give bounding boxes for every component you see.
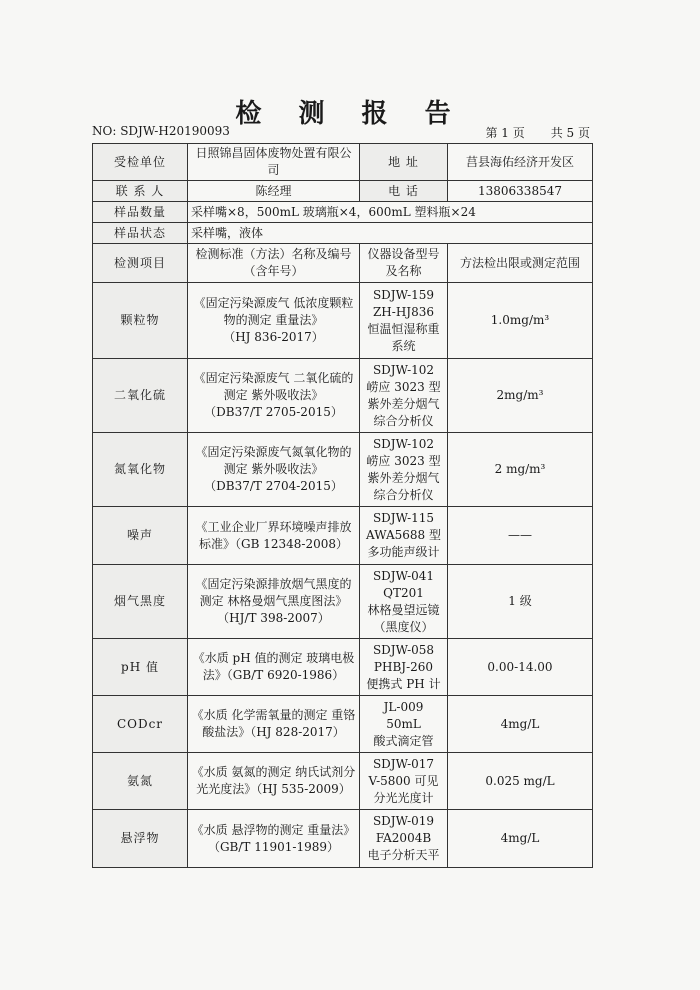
info-row-state — [93, 223, 593, 244]
cell-instrument: JL-009 50mL 酸式滴定管 — [360, 696, 448, 753]
cell-limit: 4mg/L — [448, 810, 593, 868]
cell-standard: 《水质 化学需氧量的测定 重铬酸盐法》（HJ 828-2017） — [188, 696, 360, 753]
table-row — [93, 810, 593, 868]
cell-standard: 《水质 氨氮的测定 纳氏试剂分光光度法》（HJ 535-2009） — [188, 753, 360, 810]
cell-standard: 《固定污染源废气 低浓度颗粒物的测定 重量法》 （HJ 836-2017） — [188, 283, 360, 359]
cell-limit: 4mg/L — [448, 696, 593, 753]
cell-instrument: SDJW-102 崂应 3023 型 紫外差分烟气综合分析仪 — [360, 359, 448, 433]
cell-item: 颗粒物 — [93, 283, 188, 359]
page-number: 第 1 页 — [485, 126, 525, 140]
cell-instrument: SDJW-041 QT201 林格曼望远镜（黑度仪） — [360, 565, 448, 639]
cell-standard: 《固定污染源废气氮氧化物的测定 紫外吸收法》 （DB37/T 2704-2015） — [188, 433, 360, 507]
cell-instrument: SDJW-058 PHBJ-260 便携式 PH 计 — [360, 639, 448, 696]
report-title: 检 测 报 告 — [235, 99, 465, 129]
cell-item: 噪声 — [93, 507, 188, 565]
table-row — [93, 696, 593, 753]
cell-item: 氨氮 — [93, 753, 188, 810]
cell-item: 悬浮物 — [93, 810, 188, 868]
quantity-value: 采样嘴×8，500mL 玻璃瓶×4，600mL 塑料瓶×24 — [188, 202, 593, 223]
cell-item: 氮氧化物 — [93, 433, 188, 507]
cell-standard: 《固定污染源废气 二氧化硫的测定 紫外吸收法》 （DB37/T 2705-2015） — [188, 359, 360, 433]
cell-instrument: SDJW-102 崂应 3023 型 紫外差分烟气综合分析仪 — [360, 433, 448, 507]
address-label: 地 址 — [360, 144, 448, 181]
info-row-contact — [93, 181, 593, 202]
phone-label: 电 话 — [360, 181, 448, 202]
client-value: 日照锦昌固体废物处置有限公司 — [188, 144, 360, 181]
table-row — [93, 433, 593, 507]
table-row — [93, 507, 593, 565]
cell-limit: 2 mg/m³ — [448, 433, 593, 507]
cell-limit: 0.025 mg/L — [448, 753, 593, 810]
contact-label: 联 系 人 — [93, 181, 188, 202]
quantity-label: 样品数量 — [93, 202, 188, 223]
cell-standard: 《水质 pH 值的测定 玻璃电极法》（GB/T 6920-1986） — [188, 639, 360, 696]
state-value: 采样嘴，液体 — [188, 223, 593, 244]
cell-standard: 《工业企业厂界环境噪声排放标准》（GB 12348-2008） — [188, 507, 360, 565]
cell-limit: —— — [448, 507, 593, 565]
table-row — [93, 359, 593, 433]
report-table — [92, 143, 593, 868]
cell-instrument: SDJW-115 AWA5688 型 多功能声级计 — [360, 507, 448, 565]
page-total: 共 5 页 — [550, 126, 590, 140]
client-label: 受检单位 — [93, 144, 188, 181]
state-label: 样品状态 — [93, 223, 188, 244]
cell-instrument: SDJW-159 ZH-HJ836 恒温恒湿称重系统 — [360, 283, 448, 359]
table-header-row — [93, 244, 593, 283]
cell-item: CODcr — [93, 696, 188, 753]
info-row-quantity — [93, 202, 593, 223]
phone-value: 13806338547 — [448, 181, 593, 202]
header-instrument: 仪器设备型号及名称 — [360, 244, 448, 283]
cell-instrument: SDJW-017 V-5800 可见分光光度计 — [360, 753, 448, 810]
header-item: 检测项目 — [93, 244, 188, 283]
cell-limit: 0.00-14.00 — [448, 639, 593, 696]
cell-limit: 1.0mg/m³ — [448, 283, 593, 359]
info-row-client — [93, 144, 593, 181]
contact-value: 陈经理 — [188, 181, 360, 202]
table-row — [93, 753, 593, 810]
table-row — [93, 283, 593, 359]
header-standard: 检测标准（方法）名称及编号（含年号） — [188, 244, 360, 283]
cell-limit: 1 级 — [448, 565, 593, 639]
page-indicator — [459, 124, 590, 141]
cell-item: 二氧化硫 — [93, 359, 188, 433]
cell-instrument: SDJW-019 FA2004B 电子分析天平 — [360, 810, 448, 868]
address-value: 莒县海佑经济开发区 — [448, 144, 593, 181]
cell-standard: 《固定污染源排放烟气黑度的测定 林格曼烟气黑度图法》 （HJ/T 398-2007） — [188, 565, 360, 639]
cell-item: pH 值 — [93, 639, 188, 696]
cell-standard: 《水质 悬浮物的测定 重量法》（GB/T 11901-1989） — [188, 810, 360, 868]
report-number: NO: SDJW-H20190093 — [92, 124, 230, 138]
table-row — [93, 639, 593, 696]
cell-limit: 2mg/m³ — [448, 359, 593, 433]
header-limit: 方法检出限或测定范围 — [448, 244, 593, 283]
cell-item: 烟气黑度 — [93, 565, 188, 639]
table-row — [93, 565, 593, 639]
